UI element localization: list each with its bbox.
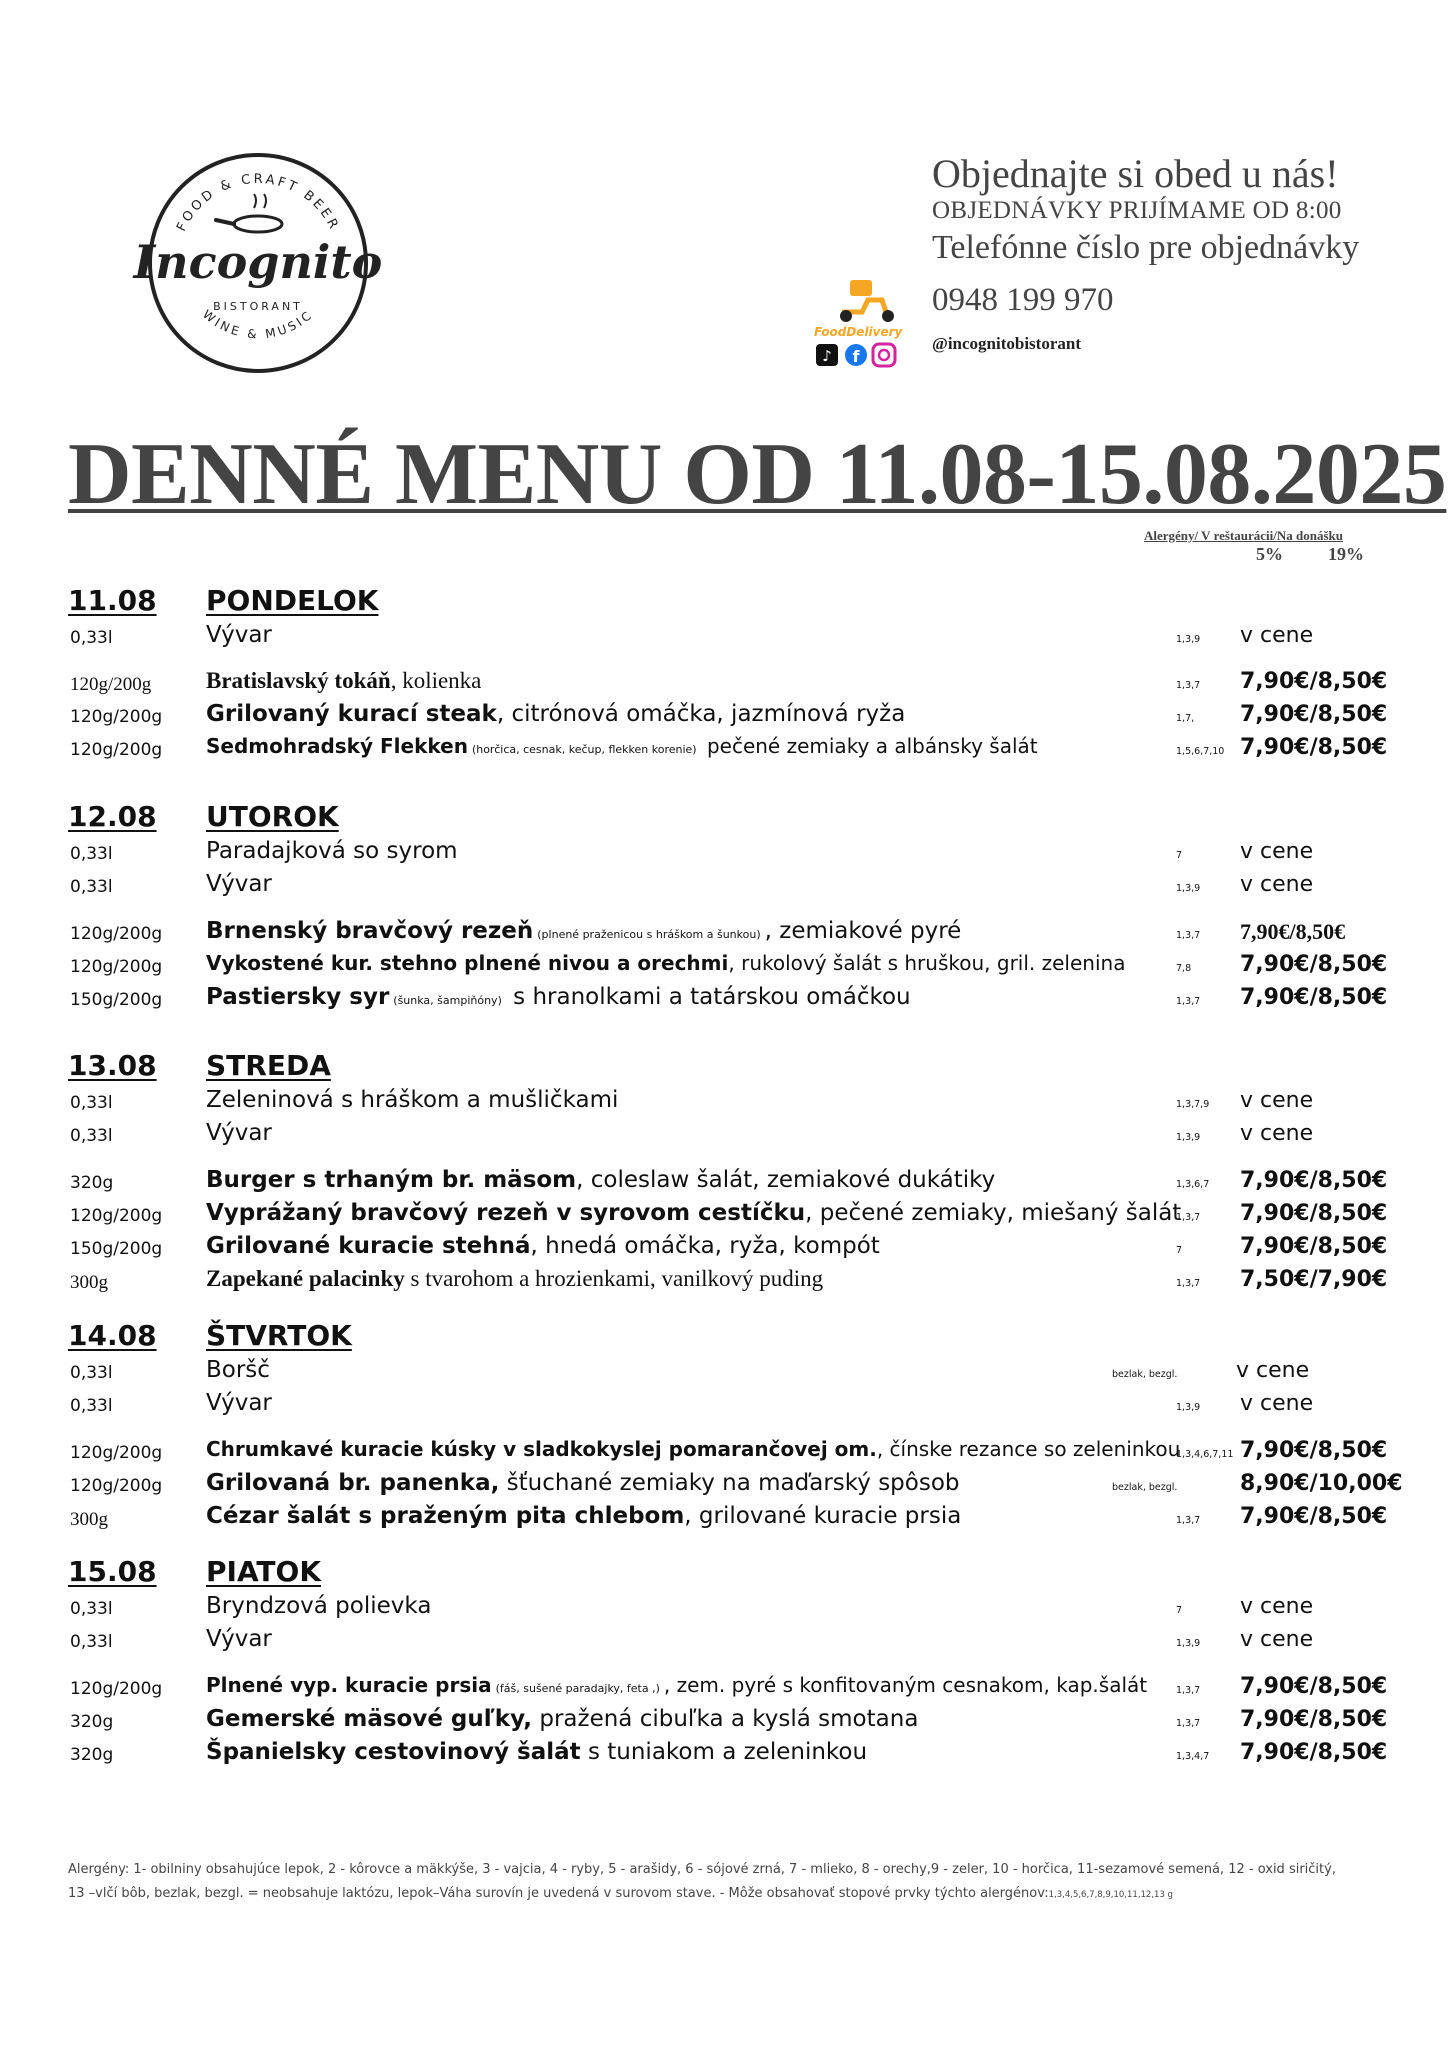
bistro-logo — [118, 148, 398, 378]
day-name: PIATOK — [206, 1555, 322, 1588]
main-dish-row — [0, 734, 1448, 766]
dish-description — [206, 668, 481, 694]
dish-description — [206, 951, 1125, 975]
portion-weight: 150g/200g — [70, 990, 163, 1010]
allergen-codes: 7 — [1176, 1605, 1183, 1616]
dish-description — [206, 1266, 823, 1292]
allergen-codes: 1,3,7 — [1176, 1515, 1201, 1526]
dish-sides: , citrónová omáčka, jazmínová ryža — [496, 701, 906, 727]
dish-name: Zeleninová s hráškom a mušličkami — [206, 1087, 619, 1113]
day-name: ŠTVRTOK — [206, 1319, 352, 1352]
page-title: DENNÉ MENU OD 11.08-15.08.2025 — [68, 426, 1447, 523]
price: v cene — [1240, 1391, 1314, 1416]
dish-description — [206, 1503, 961, 1529]
dish-description — [206, 1233, 880, 1259]
dish-sides: pečené zemiaky a albánsky šalát — [700, 734, 1038, 758]
dish-sides: , rukolový šalát s hruškou, gril. zelenina — [728, 951, 1126, 975]
dish-name: Paradajková so syrom — [206, 838, 458, 864]
day-date: 15.08 — [68, 1555, 157, 1588]
dish-name: Boršč — [206, 1357, 270, 1383]
dish-name: Cézar šalát s praženým pita chlebom — [206, 1503, 685, 1529]
dish-name: Vývar — [206, 1390, 272, 1416]
price: 7,90€/8,50€ — [1240, 1707, 1388, 1732]
allergen-codes: 1,3,7 — [1176, 996, 1201, 1007]
allergen-codes: 1,7, — [1176, 713, 1195, 724]
vat-delivery: 19% — [1328, 544, 1364, 564]
dish-sides: s tvarohom a hrozienkami, vanilkový puding — [404, 1266, 824, 1291]
portion-weight: 0,33l — [70, 1126, 113, 1146]
dish-description — [206, 918, 961, 944]
portion-weight: 0,33l — [70, 1363, 113, 1383]
day-header — [0, 1555, 1448, 1591]
portion-weight: 0,33l — [70, 1599, 113, 1619]
dish-sides: pražená cibuľka a kyslá smotana — [532, 1706, 919, 1732]
portion-weight: 0,33l — [70, 877, 113, 897]
dish-name: Grilované kuracie stehná — [206, 1233, 531, 1259]
day-header — [0, 1319, 1448, 1355]
main-dish-row — [0, 918, 1448, 950]
portion-weight: 0,33l — [70, 1632, 113, 1652]
scooter-icon — [840, 280, 894, 322]
price: v cene — [1240, 1088, 1314, 1113]
tiktok-icon[interactable] — [816, 344, 838, 366]
dish-sides: , coleslaw šalát, zemiakové dukátiky — [576, 1167, 996, 1193]
main-dish-row — [0, 1739, 1448, 1771]
portion-weight: 120g/200g — [70, 740, 163, 760]
price: 7,90€/8,50€ — [1240, 952, 1388, 977]
portion-weight: 120g/200g — [70, 957, 163, 977]
allergen-codes: 1,3,7 — [1176, 1212, 1201, 1223]
portion-weight: 0,33l — [70, 1093, 113, 1113]
dish-sides: , grilované kuracie prsia — [684, 1503, 962, 1529]
dish-sides: , hnedá omáčka, ryža, kompót — [530, 1233, 880, 1259]
soup-row — [0, 1357, 1448, 1389]
vat-restaurant: 5% — [1256, 544, 1283, 564]
allergen-codes: 7 — [1176, 850, 1183, 861]
dish-name: Vykostené kur. stehno plnené nivou a orechmi — [206, 951, 729, 975]
dish-note: (fáš, sušené paradajky, feta ,) — [495, 1682, 660, 1695]
allergen-codes: 1,3,4,7 — [1176, 1751, 1210, 1762]
portion-weight: 120g/200g — [70, 1679, 163, 1699]
dish-name: Grilovaný kurací steak — [206, 701, 497, 727]
soup-row — [0, 1390, 1448, 1422]
price: v cene — [1240, 839, 1314, 864]
dish-sides: , zem. pyré s konfitovaným cesnakom, kap.šalát — [663, 1673, 1148, 1697]
dish-sides: , pečené zemiaky, miešaný šalát — [805, 1200, 1182, 1226]
allergen-codes: 1,3,7 — [1176, 1278, 1201, 1289]
day-name: PONDELOK — [206, 584, 379, 617]
allergen-column-note: Alergény/ V reštaurácii/Na donášku — [1144, 528, 1343, 543]
portion-weight: 150g/200g — [70, 1239, 163, 1259]
allergen-codes: 1,3,7 — [1176, 930, 1201, 941]
dish-sides: s tuniakom a zeleninkou — [580, 1739, 868, 1765]
main-dish-row — [0, 984, 1448, 1016]
day-name: UTOROK — [206, 800, 339, 833]
soup-row — [0, 1593, 1448, 1625]
svg-text:♪: ♪ — [822, 347, 832, 365]
dish-sides: , zemiakové pyré — [764, 918, 962, 944]
allergen-codes: 1,3,9 — [1176, 1638, 1201, 1649]
price: 7,90€/8,50€ — [1240, 669, 1388, 694]
dish-note: (plnené praženicou s hráškom a šunkou) — [537, 928, 761, 941]
main-dish-row — [0, 1673, 1448, 1705]
soup-row — [0, 1626, 1448, 1658]
day-date: 13.08 — [68, 1049, 157, 1082]
allergen-legend-line: Alergény: 1- obilniny obsahujúce lepok, 2 - kôrovce a mäkkýše, 3 - vajcia, 4 - ryby, 5 - arašidy, 6 - sójové zrná, 7 - mlieko, 8 - orechy,9 - zeler, 10 - horčica, 11-sezamové semená, 12 - oxid siričitý, — [68, 1862, 1336, 1877]
order-headline: Objednajte si obed u nás! — [932, 151, 1339, 196]
allergen-codes: 1,3,6,7 — [1176, 1179, 1210, 1190]
dish-name: Burger s trhaným br. mäsom — [206, 1167, 577, 1193]
instagram-icon[interactable] — [873, 344, 895, 366]
phone-number[interactable]: 0948 199 970 — [932, 282, 1114, 318]
allergen-codes: 1,3,7,9 — [1176, 1099, 1210, 1110]
soup-row — [0, 838, 1448, 870]
portion-weight: 0,33l — [70, 1396, 113, 1416]
price: v cene — [1240, 1121, 1314, 1146]
dish-sides: , čínske rezance so zeleninkou — [876, 1437, 1181, 1461]
dish-name: Vývar — [206, 1120, 272, 1146]
day-header — [0, 584, 1448, 620]
dish-name: Vývar — [206, 622, 272, 648]
allergen-codes: bezlak, bezgl. — [1112, 1482, 1178, 1493]
price: v cene — [1240, 872, 1314, 897]
portion-weight: 120g/200g — [70, 674, 152, 695]
allergen-codes: 1,3,9 — [1176, 1132, 1201, 1143]
allergen-codes: 7 — [1176, 1245, 1183, 1256]
dish-description — [206, 1167, 995, 1193]
price: v cene — [1240, 1627, 1314, 1652]
portion-weight: 120g/200g — [70, 1206, 163, 1226]
svg-text:f: f — [852, 347, 860, 366]
allergen-codes: bezlak, bezgl. — [1112, 1369, 1178, 1380]
dish-description — [206, 1706, 918, 1732]
portion-weight: 320g — [70, 1712, 114, 1732]
soup-row — [0, 871, 1448, 903]
dish-name: Zapekané palacinky — [206, 1266, 405, 1291]
portion-weight: 300g — [70, 1272, 108, 1293]
price: 8,90€/10,00€ — [1240, 1471, 1403, 1496]
dish-name: Sedmohradský Flekken — [206, 734, 468, 758]
allergen-codes: 1,5,6,7,10 — [1176, 746, 1225, 757]
price: 7,90€/8,50€ — [1240, 1168, 1388, 1193]
dish-description — [206, 701, 905, 727]
dish-name: Plnené vyp. kuracie prsia — [206, 1673, 492, 1697]
main-dish-row — [0, 951, 1448, 983]
dish-name: Vývar — [206, 871, 272, 897]
dish-description — [206, 1200, 1181, 1226]
frying-pan-icon — [216, 194, 282, 232]
phone-label: Telefónne číslo pre objednávky — [932, 229, 1360, 266]
main-dish-row — [0, 701, 1448, 733]
order-hours: OBJEDNÁVKY PRIJÍMAME OD 8:00 — [932, 197, 1342, 224]
allergen-codes: 1,3,7 — [1176, 1685, 1201, 1696]
main-dish-row — [0, 1470, 1448, 1502]
delivery-badge — [812, 272, 922, 368]
price: 7,90€/8,50€ — [1240, 735, 1388, 760]
main-dish-row — [0, 1167, 1448, 1199]
day-date: 11.08 — [68, 584, 157, 617]
price: 7,90€/8,50€ — [1240, 919, 1346, 944]
main-dish-row — [0, 1706, 1448, 1738]
price: 7,90€/8,50€ — [1240, 1234, 1388, 1259]
main-dish-row — [0, 1503, 1448, 1535]
dish-name: Gemerské mäsové guľky, — [206, 1706, 533, 1732]
allergen-codes: 1,3,7 — [1176, 1718, 1201, 1729]
dish-name: Bryndzová polievka — [206, 1593, 432, 1619]
logo-wordmark: Incognito — [133, 235, 383, 289]
portion-weight: 120g/200g — [70, 1443, 163, 1463]
main-dish-row — [0, 1200, 1448, 1232]
allergen-codes: 1,3,9 — [1176, 634, 1201, 645]
price: 7,90€/8,50€ — [1240, 1740, 1388, 1765]
allergen-trace-list: 1,3,4,5,6,7,8,9,10,11,12,13 g — [1048, 1890, 1173, 1900]
allergen-legend-line: 13 –vlčí bôb, bezlak, bezgl. = neobsahuje laktózu, lepok–Váha surovín je uvedená v surovom stave. - Môže obsahovať stopové prvky týchto alergénov: — [68, 1886, 1049, 1901]
soup-row — [0, 1087, 1448, 1119]
delivery-label: FoodDelivery — [814, 325, 903, 339]
day-name: STREDA — [206, 1049, 331, 1082]
dish-sides: šťuchané zemiaky na maďarský spôsob — [499, 1470, 960, 1496]
svg-text:FOOD & CRAFT BEER — [174, 172, 342, 234]
dish-description — [206, 734, 1038, 758]
price: 7,50€/7,90€ — [1240, 1267, 1388, 1292]
dish-name: Bratislavský tokáň — [206, 668, 391, 693]
day-header — [0, 800, 1448, 836]
price: 7,90€/8,50€ — [1240, 1201, 1388, 1226]
portion-weight: 120g/200g — [70, 1476, 163, 1496]
dish-description — [206, 984, 911, 1010]
portion-weight: 120g/200g — [70, 924, 163, 944]
price: 7,90€/8,50€ — [1240, 1504, 1388, 1529]
allergen-codes: 1,3,4,6,7,11 — [1176, 1449, 1234, 1460]
price: 7,90€/8,50€ — [1240, 1674, 1388, 1699]
portion-weight: 0,33l — [70, 844, 113, 864]
portion-weight: 320g — [70, 1173, 114, 1193]
dish-note: (šunka, šampiňóny) — [393, 994, 502, 1007]
price: v cene — [1240, 623, 1314, 648]
allergen-codes: 1,3,9 — [1176, 1402, 1201, 1413]
dish-sides: s hranolkami a tatárskou omáčkou — [505, 984, 911, 1010]
dish-description — [206, 1470, 960, 1496]
logo-top-arc: FOOD & CRAFT BEER — [174, 171, 342, 234]
main-dish-row — [0, 1233, 1448, 1265]
main-dish-row — [0, 1266, 1448, 1298]
day-header — [0, 1049, 1448, 1085]
dish-name: Vyprážaný bravčový rezeň v syrovom cestíčku — [206, 1200, 806, 1226]
dish-description — [206, 1739, 867, 1765]
dish-name: Vývar — [206, 1626, 272, 1652]
facebook-icon[interactable] — [845, 344, 867, 366]
portion-weight: 120g/200g — [70, 707, 163, 727]
dish-name: Chrumkavé kuracie kúsky v sladkokyslej pomarančovej om. — [206, 1437, 877, 1461]
allergen-codes: 7,8 — [1176, 963, 1192, 974]
logo-bottom-arc: WINE & MUSIC — [199, 307, 317, 342]
dish-name: Grilovaná br. panenka, — [206, 1470, 500, 1496]
portion-weight: 300g — [70, 1509, 108, 1530]
day-date: 12.08 — [68, 800, 157, 833]
dish-description — [206, 1673, 1147, 1697]
dish-name: Pastiersky syr — [206, 984, 390, 1010]
main-dish-row — [0, 1437, 1448, 1469]
order-contact-block — [932, 152, 1359, 354]
dish-description — [206, 1437, 1180, 1461]
dish-name: Brnenský bravčový rezeň — [206, 918, 534, 944]
social-handle[interactable]: @incognitobistorant — [932, 334, 1081, 353]
portion-weight: 0,33l — [70, 628, 113, 648]
soup-row — [0, 1120, 1448, 1152]
logo-subtitle: BISTORANT — [213, 300, 303, 313]
dish-sides: , kolienka — [390, 668, 482, 693]
price: v cene — [1236, 1358, 1310, 1383]
allergen-codes: 1,3,9 — [1176, 883, 1201, 894]
price: 7,90€/8,50€ — [1240, 1438, 1388, 1463]
allergen-legend — [68, 1858, 1398, 1907]
main-dish-row — [0, 668, 1448, 700]
portion-weight: 320g — [70, 1745, 114, 1765]
dish-name: Španielsky cestovinový šalát — [206, 1739, 581, 1765]
price: 7,90€/8,50€ — [1240, 702, 1388, 727]
price: v cene — [1240, 1594, 1314, 1619]
dish-note: (horčica, cesnak, kečup, flekken korenie) — [471, 743, 697, 756]
price: 7,90€/8,50€ — [1240, 985, 1388, 1010]
allergen-codes: 1,3,7 — [1176, 680, 1201, 691]
day-date: 14.08 — [68, 1319, 157, 1352]
soup-row — [0, 622, 1448, 654]
